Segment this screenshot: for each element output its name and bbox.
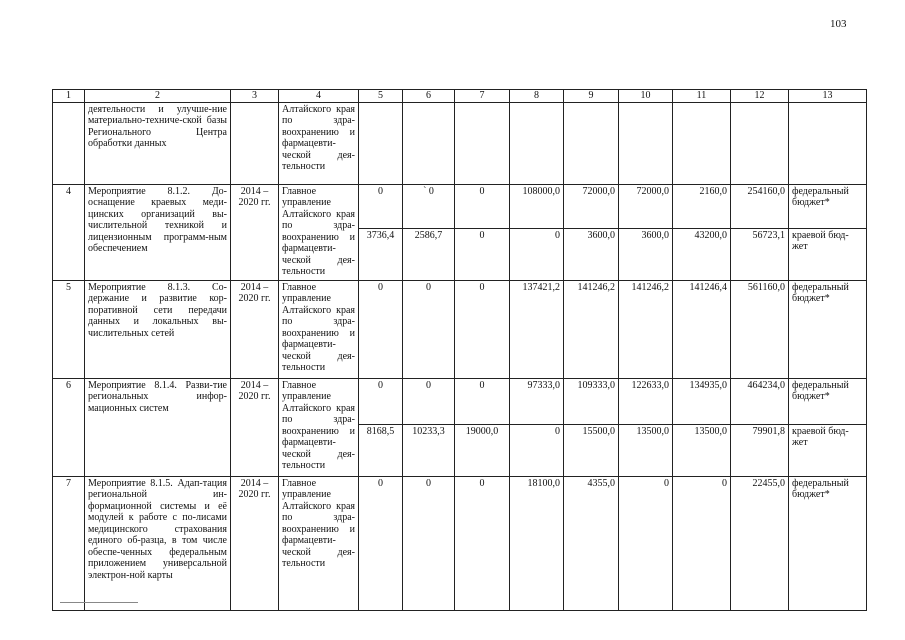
- funding-value-col-12: 56723,1: [731, 228, 789, 280]
- table-row: [53, 378, 867, 424]
- funding-value-col-12: 22455,0: [731, 476, 789, 610]
- funding-value-col-9: 109333,0: [564, 378, 619, 424]
- funding-value-col-12: 464234,0: [731, 378, 789, 424]
- cont-num-cell: [53, 102, 85, 184]
- funding-source-cell: краевой бюд-жет: [789, 228, 867, 280]
- funding-value-col-12: 561160,0: [731, 280, 789, 378]
- column-number-8: 8: [510, 90, 564, 103]
- measure-description-cell: Мероприятие 8.1.4. Разви-тие региональных инфор-мационных систем: [85, 378, 231, 476]
- column-number-13: 13: [789, 90, 867, 103]
- table-row: [53, 280, 867, 378]
- funding-value-col-9: 4355,0: [564, 476, 619, 610]
- table-bottom-mark: [60, 602, 138, 603]
- funding-value-col-6: 10233,3: [403, 424, 455, 476]
- funding-value-col-9: 72000,0: [564, 184, 619, 228]
- period-cell: 2014 – 2020 гг.: [231, 378, 279, 476]
- funding-value-col-8: 0: [510, 424, 564, 476]
- funding-value-col-6: 0: [403, 280, 455, 378]
- funding-value-col-10: 72000,0: [619, 184, 673, 228]
- funding-value-col-7: 0: [455, 184, 510, 228]
- funding-value-col-5: 0: [359, 184, 403, 228]
- row-number-cell: 6: [53, 378, 85, 476]
- row-number-cell: 7: [53, 476, 85, 610]
- funding-value-col-6: ` 0: [403, 184, 455, 228]
- funding-value-col-5: 0: [359, 378, 403, 424]
- funding-value-col-5: 0: [359, 280, 403, 378]
- column-number-10: 10: [619, 90, 673, 103]
- column-number-1: 1: [53, 90, 85, 103]
- measure-description-cell: Мероприятие 8.1.5. Адап-тация региональной ин-формационной системы и её модулей к работе с по-лисами медицинского страхования единого об-разца, в том числе обеспе-ченных федеральным приложением универсальной электрон-ной карты: [85, 476, 231, 610]
- funding-value-col-7: 19000,0: [455, 424, 510, 476]
- funding-value-col-10: 3600,0: [619, 228, 673, 280]
- funding-value-col-11: 134935,0: [673, 378, 731, 424]
- period-cell: 2014 – 2020 гг.: [231, 184, 279, 280]
- funding-source-cell: федеральный бюджет*: [789, 280, 867, 378]
- funding-value-col-8: 0: [510, 228, 564, 280]
- period-cell: 2014 – 2020 гг.: [231, 476, 279, 610]
- funding-value-col-6: 0: [403, 378, 455, 424]
- funding-value-col-8: 97333,0: [510, 378, 564, 424]
- funding-value-col-7: 0: [455, 378, 510, 424]
- funding-value-col-6: 2586,7: [403, 228, 455, 280]
- funding-value-col-11: 13500,0: [673, 424, 731, 476]
- funding-value-col-5: 0: [359, 476, 403, 610]
- column-number-7: 7: [455, 90, 510, 103]
- executor-cell: Главное управление Алтайского края по здра-воохранению и фармацевти-ческой дея-тельности: [279, 280, 359, 378]
- measure-description-cell: Мероприятие 8.1.2. До-оснащение краевых меди-цинских организаций вы-числительной техникой и лицензионным программ-ным обеспечением: [85, 184, 231, 280]
- funding-value-col-5: 3736,4: [359, 228, 403, 280]
- funding-source-cell: федеральный бюджет*: [789, 476, 867, 610]
- funding-value-col-8: 108000,0: [510, 184, 564, 228]
- column-number-4: 4: [279, 90, 359, 103]
- funding-value-col-9: 3600,0: [564, 228, 619, 280]
- funding-value-col-5: 8168,5: [359, 424, 403, 476]
- period-cell: 2014 – 2020 гг.: [231, 280, 279, 378]
- funding-source-cell: федеральный бюджет*: [789, 378, 867, 424]
- funding-source-cell: федеральный бюджет*: [789, 184, 867, 228]
- program-measures-table: [52, 89, 867, 611]
- funding-value-col-12: 254160,0: [731, 184, 789, 228]
- funding-value-col-11: 43200,0: [673, 228, 731, 280]
- cont-description-cell: деятельности и улучше-ние материально-техниче-ской базы Регионального Центра обработки данных: [85, 102, 231, 184]
- funding-value-col-11: 141246,4: [673, 280, 731, 378]
- column-number-5: 5: [359, 90, 403, 103]
- row-number-cell: 4: [53, 184, 85, 280]
- column-number-11: 11: [673, 90, 731, 103]
- column-number-9: 9: [564, 90, 619, 103]
- funding-value-col-7: 0: [455, 476, 510, 610]
- page-number: 103: [830, 18, 847, 30]
- funding-value-col-6: 0: [403, 476, 455, 610]
- executor-cell: Главное управление Алтайского края по здра-воохранению и фармацевти-ческой дея-тельности: [279, 476, 359, 610]
- funding-value-col-7: 0: [455, 228, 510, 280]
- funding-value-col-10: 0: [619, 476, 673, 610]
- column-number-header-row: [53, 90, 867, 103]
- executor-cell: Главное управление Алтайского края по здра-воохранению и фармацевти-ческой дея-тельности: [279, 378, 359, 476]
- cont-period-cell: [231, 102, 279, 184]
- funding-value-col-8: 18100,0: [510, 476, 564, 610]
- column-number-12: 12: [731, 90, 789, 103]
- cont-executor-cell: Алтайского края по здра-воохранению и фармацевти-ческой дея-тельности: [279, 102, 359, 184]
- column-number-6: 6: [403, 90, 455, 103]
- funding-value-col-8: 137421,2: [510, 280, 564, 378]
- funding-value-col-12: 79901,8: [731, 424, 789, 476]
- funding-value-col-7: 0: [455, 280, 510, 378]
- column-number-3: 3: [231, 90, 279, 103]
- funding-value-col-10: 13500,0: [619, 424, 673, 476]
- funding-value-col-10: 122633,0: [619, 378, 673, 424]
- column-number-2: 2: [85, 90, 231, 103]
- funding-value-col-9: 15500,0: [564, 424, 619, 476]
- funding-value-col-11: 2160,0: [673, 184, 731, 228]
- funding-value-col-11: 0: [673, 476, 731, 610]
- executor-cell: Главное управление Алтайского края по здра-воохранению и фармацевти-ческой дея-тельности: [279, 184, 359, 280]
- funding-source-cell: краевой бюд-жет: [789, 424, 867, 476]
- continuation-row: [53, 102, 867, 184]
- funding-value-col-9: 141246,2: [564, 280, 619, 378]
- table-row: [53, 184, 867, 228]
- table-row: [53, 476, 867, 610]
- measure-description-cell: Мероприятие 8.1.3. Со-держание и развитие кор-поративной сети передачи данных и локальных вы-числительных сетей: [85, 280, 231, 378]
- row-number-cell: 5: [53, 280, 85, 378]
- funding-value-col-10: 141246,2: [619, 280, 673, 378]
